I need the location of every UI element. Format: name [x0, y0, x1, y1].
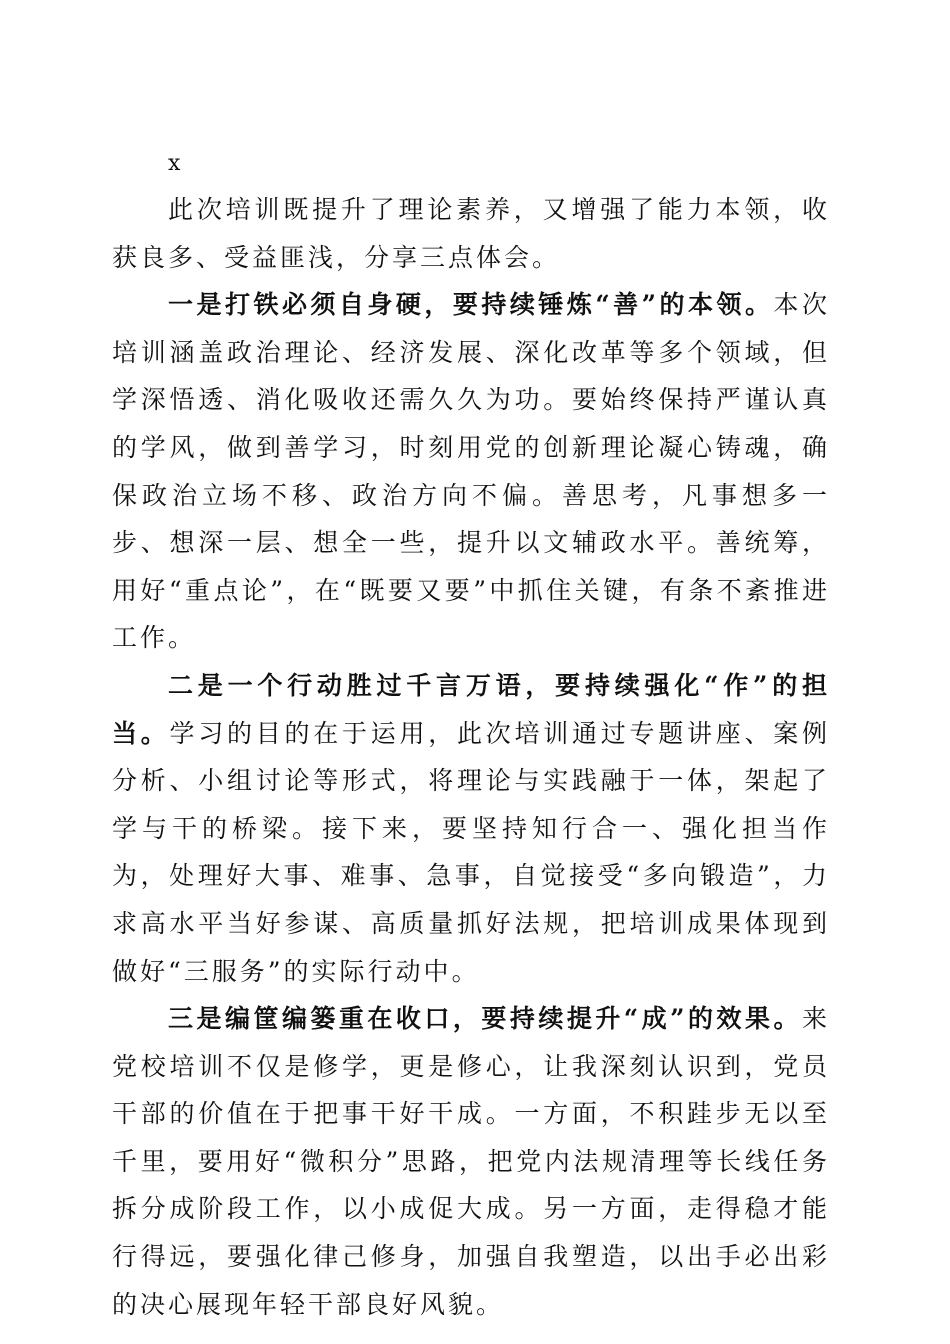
point-paragraph-3	[112, 995, 830, 1328]
point-paragraph-2	[112, 662, 830, 995]
point-1-text: 本次培训涵盖政治理论、经济发展、深化改革等多个领域，但学深悟透、消化吸收还需久久为功。要始终保持严谨认真的学风，做到善学习，时刻用党的创新理论凝心铸魂，确保政治立场不移、政治方向不偏。善思考，凡事想多一步、想深一层、想全一些，提升以文辅政水平。善统筹，用好“重点论”，在“既要又要”中抓住关键，有条不紊推进工作。	[112, 290, 830, 653]
page-marker: x	[168, 151, 181, 176]
intro-paragraph: 此次培训既提升了理论素养，又增强了能力本领，收获良多、受益匪浅，分享三点体会。	[112, 195, 830, 272]
point-paragraph-1	[112, 281, 830, 662]
point-3-text: 来党校培训不仅是修学，更是修心，让我深刻认识到，党员干部的价值在于把事干好干成。一方面，不积跬步无以至千里，要用好“微积分”思路，把党内法规清理等长线任务拆分成阶段工作，以小成促大成。另一方面，走得稳才能行得远，要强化律己修身，加强自我塑造，以出手必出彩的决心展现年轻干部良好风貌。	[112, 1004, 830, 1319]
document-body	[112, 186, 830, 1328]
point-3-lead: 三是编筐编篓重在收口，要持续提升“成”的效果。	[168, 1004, 802, 1034]
point-1-lead: 一是打铁必须自身硬，要持续锤炼“善”的本领。	[168, 290, 774, 320]
point-2-lead: 二是一个行动胜过千言万语，要持续强化“作”的担当。	[112, 670, 830, 748]
point-2-text: 学习的目的在于运用，此次培训通过专题讲座、案例分析、小组讨论等形式，将理论与实践融于一体，架起了学与干的桥梁。接下来，要坚持知行合一、强化担当作为，处理好大事、难事、急事，自觉接受“多向锻造”，力求高水平当好参谋、高质量抓好法规，把培训成果体现到做好“三服务”的实际行动中。	[112, 718, 830, 986]
